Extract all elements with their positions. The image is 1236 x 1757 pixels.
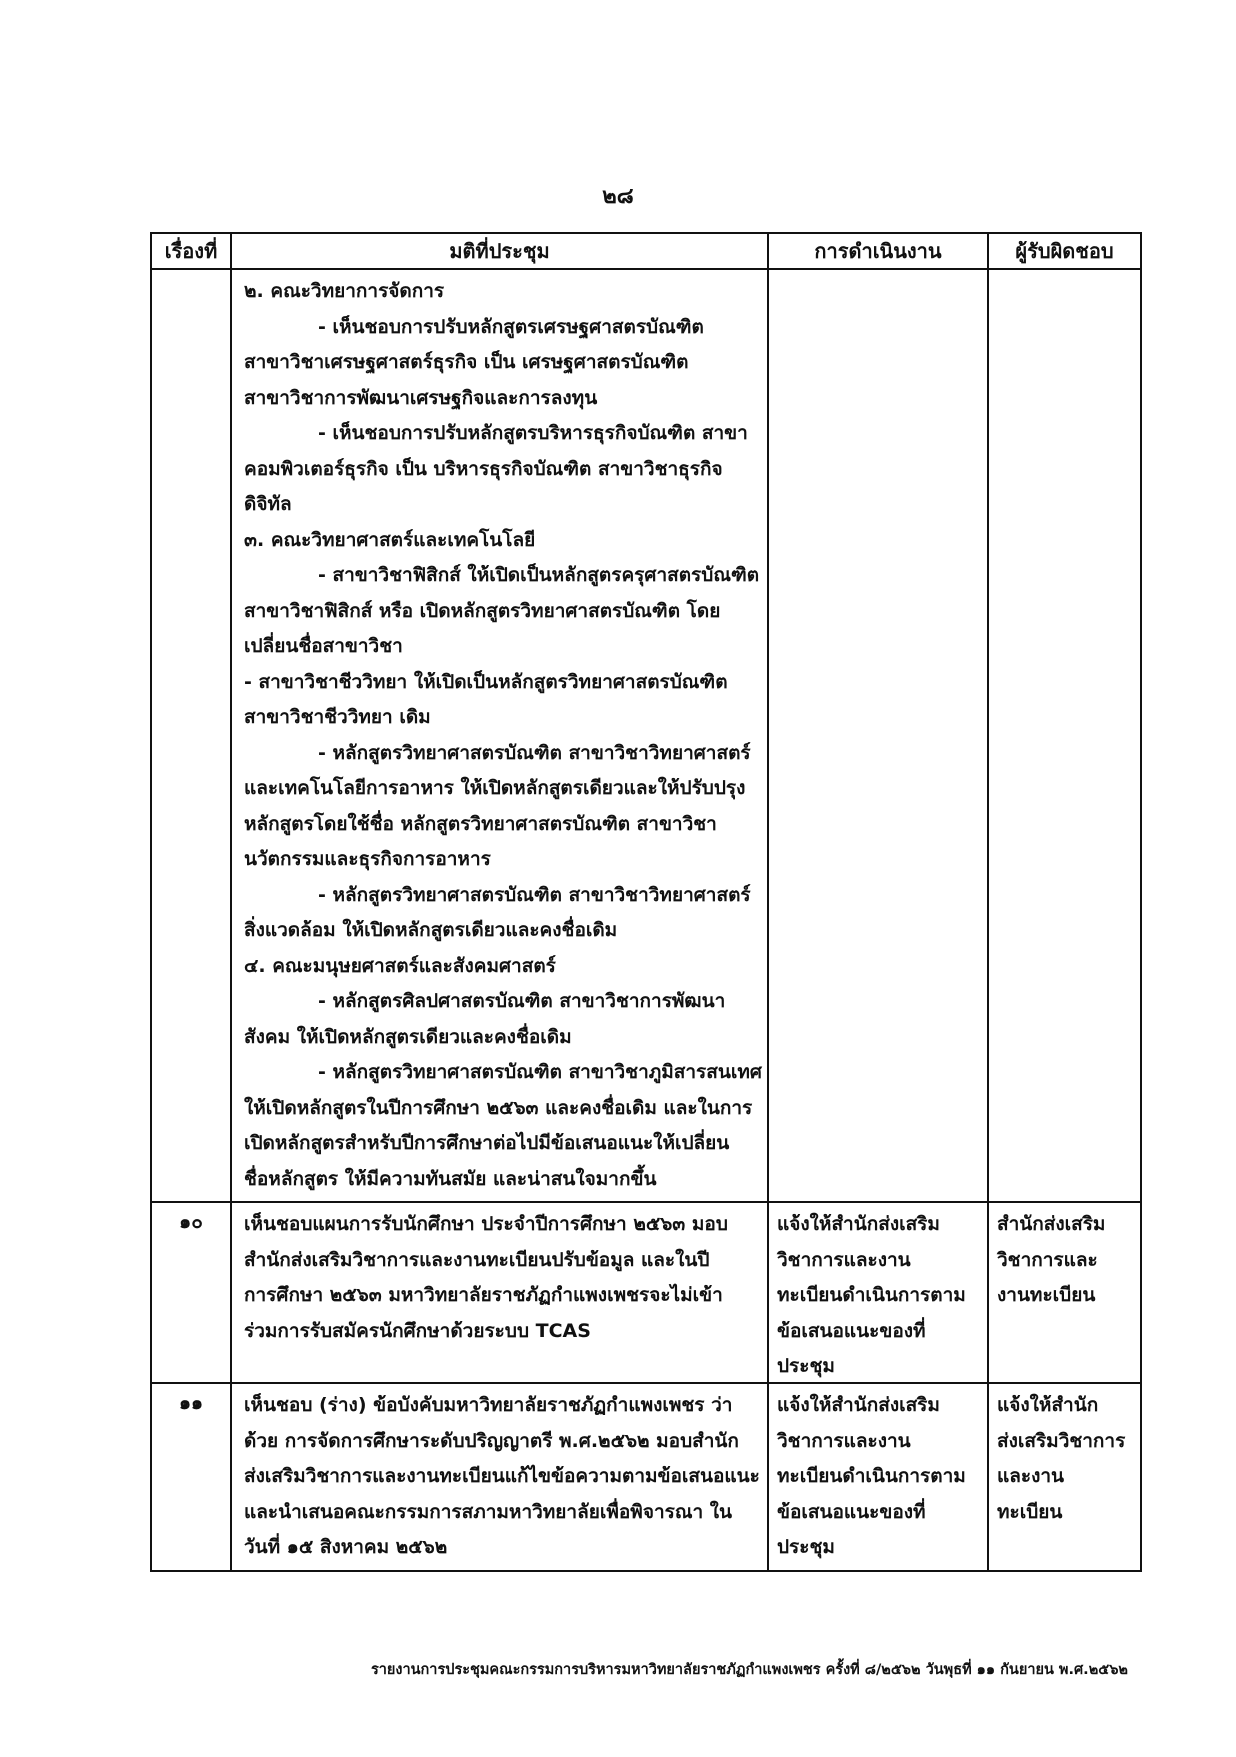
- responsible-cell: [988, 269, 1141, 1202]
- resolution-line: ร่วมการรับสมัครนักศึกษาด้วยระบบ TCAS: [244, 1319, 591, 1342]
- resolution-line: - เห็นชอบการปรับหลักสูตรบริหารธุรกิจบัณฑิต สาขา: [318, 422, 748, 444]
- header-responsible: ผู้รับผิดชอบ: [988, 233, 1141, 269]
- resolution-line: เปิดหลักสูตรสำหรับปีการศึกษาต่อไปมีข้อเสนอแนะให้เปลี่ยน: [244, 1132, 730, 1154]
- item-number: [151, 269, 231, 1202]
- resolution-line: - สาขาวิชาชีววิทยา ให้เปิดเป็นหลักสูตรวิทยาศาสตรบัณฑิต: [244, 670, 728, 693]
- header-resolution: มติที่ประชุม: [231, 233, 768, 269]
- resolution-line: - หลักสูตรศิลปศาสตรบัณฑิต สาขาวิชาการพัฒนา: [318, 990, 726, 1012]
- resolution-line: สังคม ให้เปิดหลักสูตรเดียวและคงชื่อเดิม: [244, 1025, 572, 1048]
- responsible-line: วิชาการและ: [997, 1248, 1098, 1271]
- resolution-line: เห็นชอบ (ร่าง) ข้อบังคับมหาวิทยาลัยราชภัฏกำแพงเพชร ว่า: [244, 1394, 733, 1416]
- resolution-line: วันที่ ๑๕ สิงหาคม ๒๕๖๒: [244, 1536, 448, 1558]
- action-line: วิชาการและงาน: [777, 1429, 911, 1452]
- action-line: ประชุม: [777, 1536, 835, 1558]
- item-number: ๑๑: [151, 1383, 231, 1571]
- action-line: ทะเบียนดำเนินการตาม: [777, 1284, 966, 1306]
- action-cell: [768, 269, 988, 1202]
- table-row: [151, 269, 1141, 1202]
- action-line: แจ้งให้สำนักส่งเสริม: [777, 1213, 940, 1235]
- item-number: ๑๐: [151, 1202, 231, 1383]
- resolution-line: สิ่งแวดล้อม ให้เปิดหลักสูตรเดียวและคงชื่อเดิม: [244, 919, 618, 941]
- resolution-line: ชื่อหลักสูตร ให้มีความทันสมัย และน่าสนใจมากขึ้น: [244, 1167, 657, 1190]
- resolution-line: หลักสูตรโดยใช้ชื่อ หลักสูตรวิทยาศาสตรบัณฑิต สาขาวิชา: [244, 812, 717, 835]
- resolution-line: เห็นชอบแผนการรับนักศึกษา ประจำปีการศึกษา ๒๕๖๓ มอบ: [244, 1213, 728, 1235]
- resolution-line: นวัตกรรมและธุรกิจการอาหาร: [244, 848, 491, 870]
- footer-text: รายงานการประชุมคณะกรรมการบริหารมหาวิทยาลัยราชภัฏกำแพงเพชร ครั้งที่ ๘/๒๕๖๒ วันพุธที่ ๑๑ กันยายน พ.ศ.๒๕๖๒: [370, 1662, 1128, 1678]
- action-line: ประชุม: [777, 1355, 835, 1377]
- minutes-table-body: [151, 269, 1141, 1571]
- resolution-line: ๓. คณะวิทยาศาสตร์และเทคโนโลยี: [244, 528, 536, 551]
- resolution-line: และเทคโนโลยีการอาหาร ให้เปิดหลักสูตรเดียวและให้ปรับปรุง: [244, 777, 746, 799]
- resolution-line: เปลี่ยนชื่อสาขาวิชา: [244, 635, 403, 657]
- table-row: [151, 1202, 1141, 1383]
- resolution-line: - หลักสูตรวิทยาศาสตรบัณฑิต สาขาวิชาวิทยาศาสตร์: [318, 741, 751, 764]
- resolution-line: สาขาวิชาเศรษฐศาสตร์ธุรกิจ เป็น เศรษฐศาสตรบัณฑิต: [244, 351, 689, 373]
- resolution-line: - หลักสูตรวิทยาศาสตรบัณฑิต สาขาวิชาภูมิสารสนเทศ: [318, 1061, 762, 1083]
- responsible-line: แจ้งให้สำนัก: [997, 1394, 1099, 1416]
- resolution-line: ๒. คณะวิทยาการจัดการ: [244, 280, 445, 302]
- responsible-cell: [988, 1383, 1141, 1571]
- responsible-line: ทะเบียน: [997, 1500, 1063, 1523]
- resolution-line: ส่งเสริมวิชาการและงานทะเบียนแก้ไขข้อความตามข้อเสนอแนะ: [244, 1465, 760, 1487]
- action-line: ข้อเสนอแนะของที่: [777, 1500, 926, 1523]
- resolution-line: - หลักสูตรวิทยาศาสตรบัณฑิต สาขาวิชาวิทยาศาสตร์: [318, 883, 751, 906]
- action-cell: [768, 1383, 988, 1571]
- action-line: ข้อเสนอแนะของที่: [777, 1319, 926, 1342]
- action-line: วิชาการและงาน: [777, 1248, 911, 1271]
- resolution-line: สาขาวิชาฟิสิกส์ หรือ เปิดหลักสูตรวิทยาศาสตรบัณฑิต โดย: [244, 599, 721, 622]
- resolution-line: - เห็นชอบการปรับหลักสูตรเศรษฐศาสตรบัณฑิต: [318, 315, 704, 338]
- header-no: เรื่องที่: [151, 233, 231, 269]
- table-row: [151, 1383, 1141, 1571]
- header-action: การดำเนินงาน: [768, 233, 988, 269]
- resolution-line: ให้เปิดหลักสูตรในปีการศึกษา ๒๕๖๓ และคงชื่อเดิม และในการ: [244, 1096, 753, 1119]
- resolution-line: และนำเสนอคณะกรรมการสภามหาวิทยาลัยเพื่อพิจารณา ใน: [244, 1500, 733, 1523]
- resolution-line: สาขาวิชาชีววิทยา เดิม: [244, 706, 431, 728]
- action-line: ทะเบียนดำเนินการตาม: [777, 1465, 966, 1487]
- responsible-line: งานทะเบียน: [997, 1284, 1096, 1306]
- resolution-cell: [231, 269, 768, 1202]
- resolution-line: การศึกษา ๒๕๖๓ มหาวิทยาลัยราชภัฏกำแพงเพชรจะไม่เข้า: [244, 1284, 723, 1306]
- responsible-cell: [988, 1202, 1141, 1383]
- resolution-cell: [231, 1383, 768, 1571]
- action-cell: [768, 1202, 988, 1383]
- resolution-line: คอมพิวเตอร์ธุรกิจ เป็น บริหารธุรกิจบัณฑิต สาขาวิชาธุรกิจ: [244, 457, 723, 480]
- resolution-cell: [231, 1202, 768, 1383]
- resolution-line: สาขาวิชาการพัฒนาเศรษฐกิจและการลงทุน: [244, 386, 598, 409]
- action-line: แจ้งให้สำนักส่งเสริม: [777, 1394, 940, 1416]
- minutes-table: [150, 232, 1142, 1572]
- resolution-line: ด้วย การจัดการศึกษาระดับปริญญาตรี พ.ศ.๒๕๖๒ มอบสำนัก: [244, 1429, 739, 1452]
- responsible-line: และงาน: [997, 1465, 1065, 1487]
- responsible-line: สำนักส่งเสริม: [997, 1213, 1106, 1235]
- resolution-line: - สาขาวิชาฟิสิกส์ ให้เปิดเป็นหลักสูตรครุศาสตรบัณฑิต: [318, 564, 760, 586]
- resolution-line: ๔. คณะมนุษยศาสตร์และสังคมศาสตร์: [244, 954, 556, 977]
- resolution-line: สำนักส่งเสริมวิชาการและงานทะเบียนปรับข้อมูล และในปี: [244, 1248, 710, 1271]
- table-header-row: [151, 233, 1141, 269]
- page-number: ๒๘: [602, 184, 634, 209]
- resolution-line: ดิจิทัล: [244, 493, 292, 515]
- responsible-line: ส่งเสริมวิชาการ: [997, 1429, 1126, 1452]
